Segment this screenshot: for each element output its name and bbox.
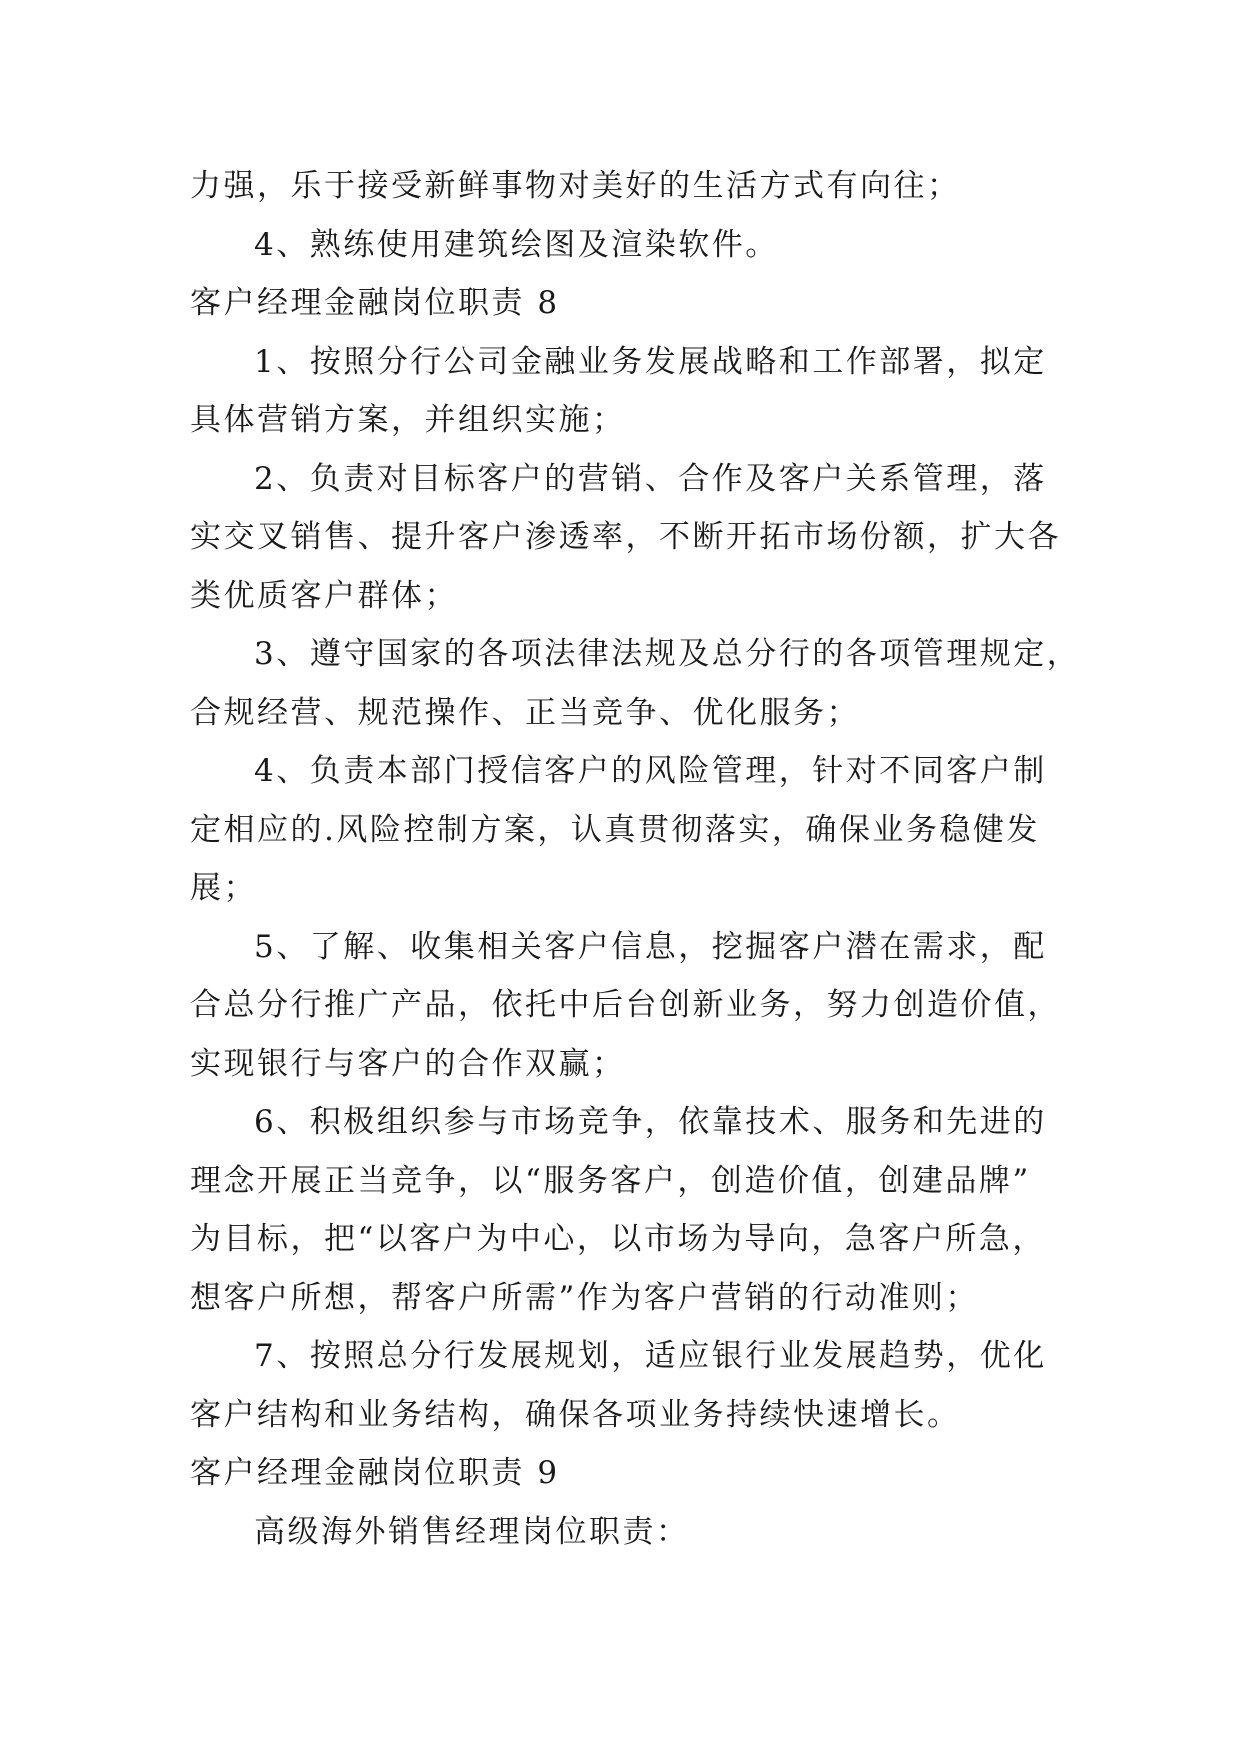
text-line: 定相应的.风险控制方案，认真贯彻落实，确保业务稳健发 [190,811,1040,848]
text-line: 实交叉销售、提升客户渗透率，不断开拓市场份额，扩大各 [190,519,1061,555]
text-line: 合总分行推广产品，依托中后台创新业务，努力创造价值， [190,987,1061,1023]
text-line: 3、遵守国家的各项法律法规及总分行的各项管理规定， [254,636,1081,672]
text-line: 客户结构和业务结构，确保各项业务持续快速增长。 [190,1396,961,1433]
document-body [190,157,1081,1561]
text-line: 6、积极组织参与市场竞争，依靠技术、服务和先进的 [254,1104,1047,1140]
section-heading: 客户经理金融岗位职责 9 [190,1455,560,1491]
text-line: 合规经营、规范操作、正当竞争、优化服务； [190,694,860,731]
text-line: 展； [190,870,257,906]
text-line: 为目标，把“以客户为中心，以市场为导向，急客户所急， [190,1221,1046,1257]
text-line: 高级海外销售经理岗位职责： [254,1513,690,1550]
text-line: 7、按照总分行发展规划，适应银行业发展趋势，优化 [254,1338,1047,1374]
text-line: 具体营销方案，并组织实施； [190,402,626,438]
text-line: 想客户所想，帮客户所需”作为客户营销的行动准则； [190,1279,979,1316]
text-line: 1、按照分行公司金融业务发展战略和工作部署，拟定 [254,343,1047,380]
section-heading: 客户经理金融岗位职责 8 [190,285,560,321]
text-line: 力强，乐于接受新鲜事物对美好的生活方式有向往； [190,168,961,204]
text-line: 理念开展正当竞争，以“服务客户，创造价值，创建品牌” [190,1162,1031,1199]
text-line: 4、负责本部门授信客户的风险管理，针对不同客户制 [254,753,1047,789]
text-line: 2、负责对目标客户的营销、合作及客户关系管理，落 [254,460,1047,497]
text-line: 类优质客户群体； [190,577,458,614]
text-line: 4、熟练使用建筑绘图及渲染软件。 [254,226,779,263]
text-line: 5、了解、收集相关客户信息，挖掘客户潜在需求，配 [254,928,1047,965]
text-line: 实现银行与客户的合作双赢； [190,1045,626,1082]
